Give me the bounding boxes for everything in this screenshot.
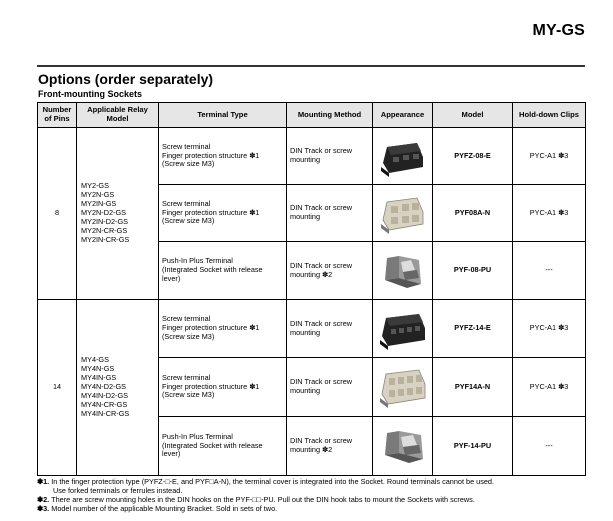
mounting-cell: DIN Track or screw mounting — [287, 300, 373, 358]
footnote-continuation: Use forked terminals or ferrules instead. — [53, 485, 183, 495]
table-header-row — [38, 103, 586, 128]
beige-socket-image — [377, 190, 429, 236]
document-code: MY-GS — [532, 22, 585, 39]
mounting-cell: DIN Track or screw mounting — [287, 185, 373, 242]
model-cell: PYFZ-14-E — [433, 300, 513, 358]
header-rule — [37, 65, 585, 67]
clips-cell: PYC-A1 ✽3 — [513, 128, 586, 185]
appearance-cell — [373, 417, 433, 476]
table-row — [38, 300, 586, 358]
pins-cell: 14 — [38, 300, 77, 476]
footnote: ✽2. There are screw mounting holes in the DIN hooks on the PYF-□□-PU. Pull out the DIN hook tabs to mount the Sockets with screws. — [37, 494, 475, 504]
terminal-cell: Screw terminal Finger protection structure ✽1 (Screw size M3) — [159, 128, 287, 185]
footnotes — [37, 478, 597, 514]
clips-cell: --- — [513, 242, 586, 300]
pushin-socket-image — [377, 248, 429, 294]
model-cell: PYFZ-08-E — [433, 128, 513, 185]
header-mounting: Mounting Method — [287, 103, 373, 128]
appearance-cell — [373, 300, 433, 358]
clips-cell: PYC-A1 ✽3 — [513, 185, 586, 242]
black-socket-image — [377, 306, 429, 352]
mounting-cell: DIN Track or screw mounting — [287, 128, 373, 185]
clips-cell: PYC-A1 ✽3 — [513, 358, 586, 417]
black-socket-image — [377, 133, 429, 179]
header-terminal: Terminal Type — [159, 103, 287, 128]
header-model: Model — [433, 103, 513, 128]
model-cell: PYF-08-PU — [433, 242, 513, 300]
model-cell: PYF-14-PU — [433, 417, 513, 476]
header-appearance: Appearance — [373, 103, 433, 128]
terminal-cell: Screw terminal Finger protection structure ✽1 (Screw size M3) — [159, 358, 287, 417]
relay-models-cell: MY4-GS MY4N-GS MY4IN-GS MY4N-D2-GS MY4IN-D2-GS MY4N-CR-GS MY4IN-CR-GS — [77, 300, 159, 476]
options-table — [37, 102, 586, 476]
model-cell: PYF08A-N — [433, 185, 513, 242]
header-clips: Hold-down Clips — [513, 103, 586, 128]
appearance-cell — [373, 358, 433, 417]
table-row — [38, 128, 586, 185]
clips-cell: PYC-A1 ✽3 — [513, 300, 586, 358]
footnote: ✽3. Model number of the applicable Mounting Bracket. Sold in sets of two. — [37, 503, 278, 513]
relay-models-cell: MY2-GS MY2N-GS MY2IN-GS MY2N-D2-GS MY2IN-D2-GS MY2N-CR-GS MY2IN-CR-GS — [77, 128, 159, 300]
pins-cell: 8 — [38, 128, 77, 300]
clips-cell: --- — [513, 417, 586, 476]
terminal-cell: Screw terminal Finger protection structure ✽1 (Screw size M3) — [159, 300, 287, 358]
mounting-cell: DIN Track or screw mounting ✽2 — [287, 417, 373, 476]
appearance-cell — [373, 185, 433, 242]
model-cell: PYF14A-N — [433, 358, 513, 417]
appearance-cell — [373, 128, 433, 185]
header-relay: Applicable Relay Model — [77, 103, 159, 128]
mounting-cell: DIN Track or screw mounting — [287, 358, 373, 417]
header-pins: Number of Pins — [38, 103, 77, 128]
section-title: Options (order separately) — [38, 71, 214, 87]
appearance-cell — [373, 242, 433, 300]
beige-socket-image — [377, 364, 429, 410]
mounting-cell: DIN Track or screw mounting ✽2 — [287, 242, 373, 300]
terminal-cell: Screw terminal Finger protection structure ✽1 (Screw size M3) — [159, 185, 287, 242]
section-subtitle: Front-mounting Sockets — [38, 89, 142, 99]
terminal-cell: Push-In Plus Terminal (Integrated Socket with release lever) — [159, 417, 287, 476]
pushin-socket-image — [377, 423, 429, 469]
terminal-cell: Push-In Plus Terminal (Integrated Socket with release lever) — [159, 242, 287, 300]
footnote: ✽1. In the finger protection type (PYFZ-□-E, and PYF□A-N), the terminal cover is integrated into the Socket. Round terminals cannot be used. — [37, 477, 495, 486]
